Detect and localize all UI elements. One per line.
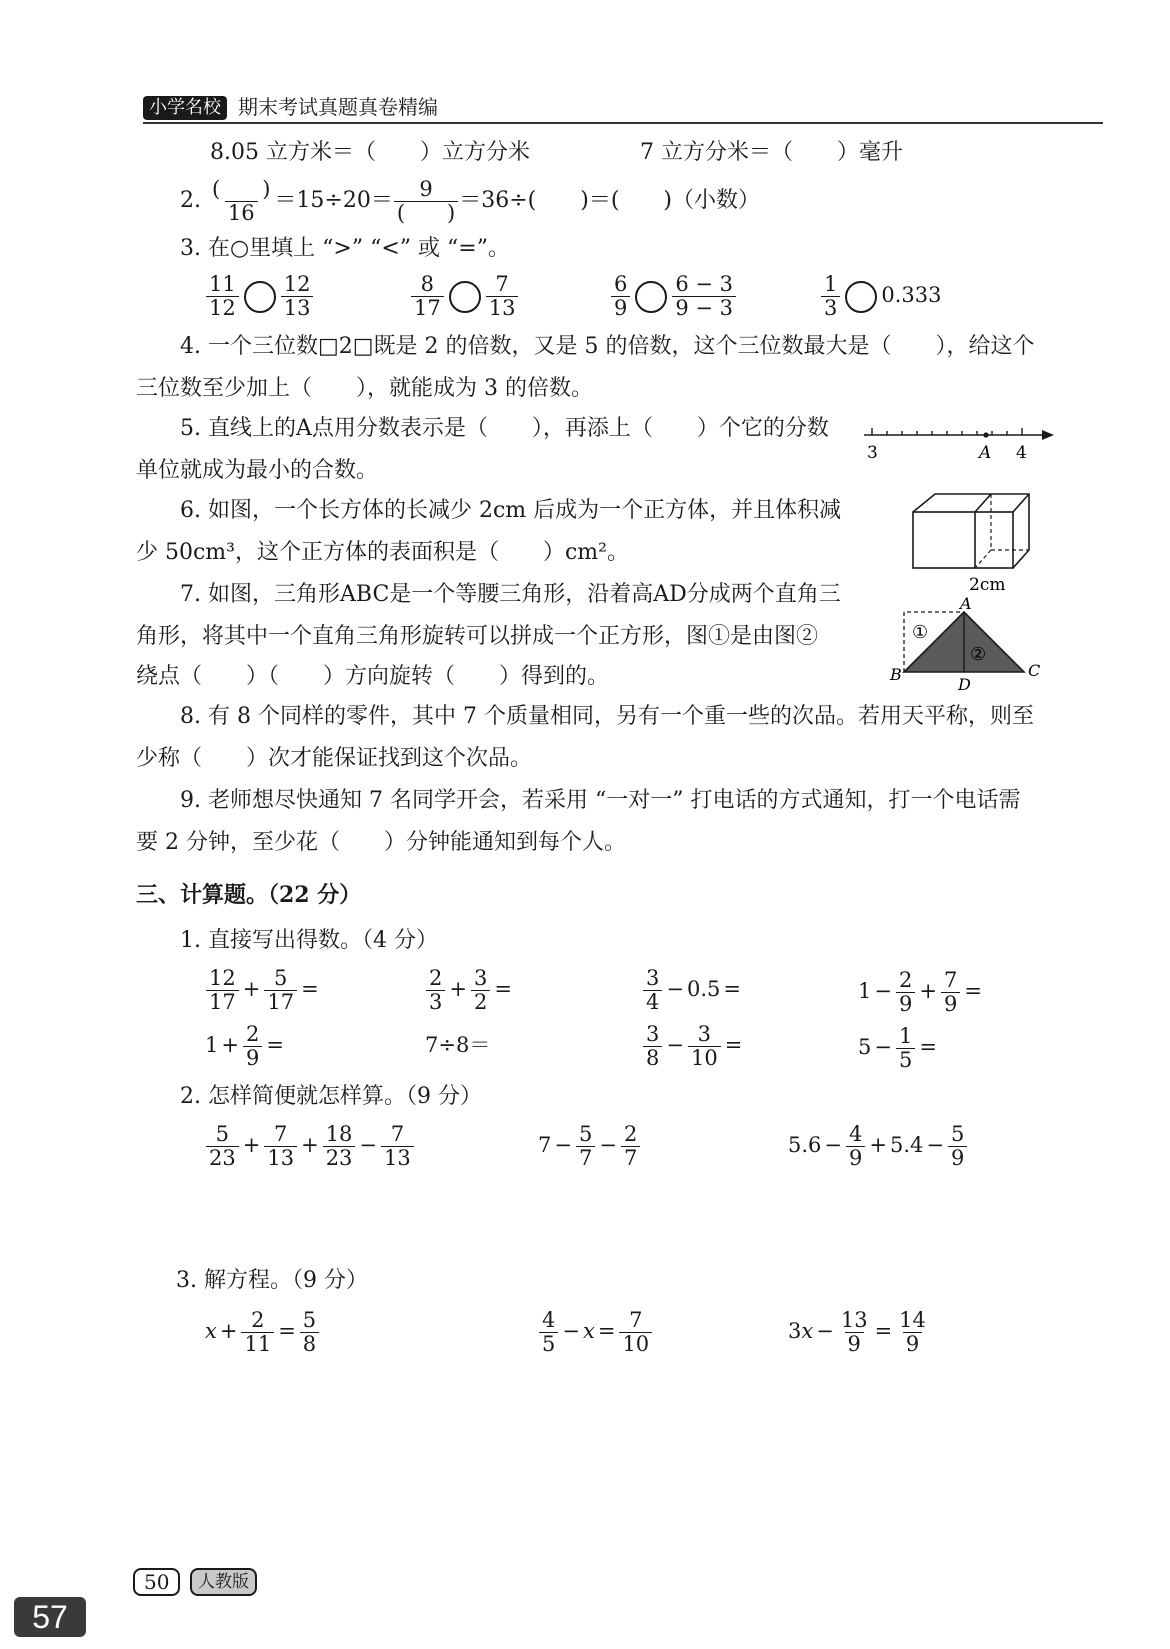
fraction bbox=[539, 1309, 558, 1356]
fraction bbox=[821, 273, 840, 320]
q5-line-2: 单位就成为最小的合数。 bbox=[136, 458, 379, 483]
vertex-b: B bbox=[890, 665, 902, 684]
q6-line-2: 少 50cm³，这个正方体的表面积是（ ）cm²。 bbox=[136, 540, 629, 565]
numerator: 2 bbox=[623, 1122, 638, 1146]
fraction bbox=[486, 273, 519, 320]
q9-line-2: 要 2 分钟，至少花（ ）分钟能通知到每个人。 bbox=[136, 830, 626, 855]
denominator: 9 bbox=[243, 1046, 262, 1070]
denominator: 10 bbox=[688, 1046, 721, 1070]
numerator: 6 bbox=[614, 272, 628, 296]
calc-1-1: $\frac{12}{17}$ + $\frac{5}{17}$ = bbox=[205, 964, 322, 1014]
numerator: 5 bbox=[215, 1122, 230, 1146]
fraction bbox=[300, 1309, 319, 1356]
axis-label-end: 4 bbox=[1016, 443, 1027, 463]
numerator: 2 bbox=[429, 966, 443, 990]
q2-f1-den: 16 bbox=[225, 201, 258, 225]
fraction bbox=[471, 967, 490, 1014]
denominator: 13 bbox=[264, 1146, 297, 1170]
equation-2: $\frac{4}{5}$ − x = $\frac{7}{10}$ bbox=[538, 1306, 653, 1356]
q3-item-3 bbox=[610, 270, 737, 320]
fraction bbox=[426, 967, 445, 1014]
numerator: 3 bbox=[697, 1022, 712, 1046]
triangle-figure bbox=[882, 596, 1052, 696]
region-2-label: ② bbox=[970, 644, 987, 665]
q2-f2-num: 9 bbox=[419, 176, 433, 201]
question-2 bbox=[180, 176, 760, 226]
axis-label-point: A bbox=[979, 443, 992, 463]
edition-badge: 人教版 bbox=[190, 1568, 257, 1596]
fraction bbox=[264, 967, 297, 1014]
q8-line-1: 8. 有 8 个同样的零件，其中 7 个质量相同，另有一个重一些的次品。若用天平称，则至 bbox=[180, 704, 1034, 729]
q4-line-1: 4. 一个三位数□2□既是 2 的倍数，又是 5 的倍数，这个三位数最大是（ ），给这个 bbox=[180, 334, 1035, 359]
q3-item-2 bbox=[410, 270, 519, 320]
fraction bbox=[243, 1023, 262, 1070]
q2-rest: ＝36÷( )＝( )（小数） bbox=[459, 188, 760, 213]
numerator: 7 bbox=[274, 1122, 288, 1146]
header-title: 期末考试真题真卷精编 bbox=[238, 95, 438, 119]
number-line-figure bbox=[858, 418, 1058, 464]
denominator: 4 bbox=[643, 990, 662, 1014]
denominator: 3 bbox=[426, 990, 445, 1014]
denominator: 13 bbox=[381, 1146, 414, 1170]
calc-1-8: 5 − $\frac{1}{5}$ = bbox=[858, 1024, 937, 1072]
fraction bbox=[838, 1309, 871, 1356]
fraction bbox=[206, 967, 239, 1014]
denominator: 17 bbox=[206, 990, 239, 1014]
fraction bbox=[206, 1123, 239, 1170]
numerator: 1 bbox=[898, 1024, 913, 1048]
numerator: 18 bbox=[325, 1122, 353, 1146]
q3-text: 3. 在○里填上 “>” “<” 或 “=”。 bbox=[180, 236, 510, 261]
q2-mid: ＝15÷20＝ bbox=[274, 188, 393, 213]
denominator: 13 bbox=[486, 296, 519, 320]
fraction bbox=[688, 1023, 721, 1070]
numerator: 7 bbox=[943, 968, 958, 992]
denominator: 5 bbox=[896, 1048, 915, 1072]
denominator: 7 bbox=[576, 1146, 595, 1170]
numerator: 2 bbox=[898, 968, 913, 992]
numerator: 14 bbox=[899, 1308, 926, 1332]
numerator: 5 bbox=[578, 1122, 593, 1146]
point-a-dot bbox=[983, 432, 988, 437]
denominator: 9 bbox=[611, 296, 630, 320]
numerator: 6 − 3 bbox=[675, 272, 734, 296]
cuboid-front-face bbox=[913, 512, 1013, 568]
denominator: 9 bbox=[846, 1146, 865, 1170]
cuboid-back-edges bbox=[913, 494, 1029, 568]
numerator: 1 bbox=[824, 272, 838, 296]
calc-1-6: 7÷8＝ bbox=[425, 1033, 491, 1057]
numerator: 3 bbox=[646, 1022, 660, 1046]
q2-number: 2. bbox=[180, 188, 201, 213]
calc-1-7: $\frac{3}{8}$ − $\frac{3}{10}$ = bbox=[642, 1020, 745, 1070]
fraction bbox=[411, 273, 444, 320]
denominator: 9 bbox=[896, 992, 915, 1016]
numerator: 5 bbox=[302, 1308, 317, 1332]
compare-circle[interactable] bbox=[244, 281, 276, 313]
numerator: 11 bbox=[209, 272, 236, 296]
denominator: 13 bbox=[281, 296, 314, 320]
denominator: 7 bbox=[621, 1146, 640, 1170]
q5-line-1: 5. 直线上的A点用分数表示是（ ），再添上（ ）个它的分数 bbox=[180, 416, 829, 441]
denominator: 23 bbox=[206, 1146, 239, 1170]
q2-f1-num: ( ) bbox=[212, 176, 271, 201]
fraction bbox=[672, 273, 736, 320]
denominator: 3 bbox=[821, 296, 840, 320]
numerator: 5 bbox=[951, 1122, 965, 1146]
compare-circle[interactable] bbox=[449, 281, 481, 313]
fraction bbox=[576, 1123, 595, 1170]
tick-marks bbox=[872, 428, 1022, 435]
arrow-head-icon bbox=[1042, 430, 1054, 440]
denominator: 17 bbox=[264, 990, 297, 1014]
fraction bbox=[948, 1123, 967, 1170]
numerator: 3 bbox=[646, 966, 660, 990]
dimension-label: 2cm bbox=[969, 575, 1006, 595]
fraction bbox=[619, 1309, 652, 1356]
region-1-label: ① bbox=[912, 622, 929, 643]
numerator: 7 bbox=[629, 1308, 643, 1332]
numerator: 4 bbox=[542, 1308, 556, 1332]
q6-line-1: 6. 如图，一个长方体的长减少 2cm 后成为一个正方体，并且体积减 bbox=[180, 498, 842, 523]
calc-2-3: 5.6 − $\frac{4}{9}$ + 5.4 − $\frac{5}{9}$ bbox=[788, 1120, 968, 1170]
fraction bbox=[381, 1123, 414, 1170]
denominator: 9 bbox=[941, 992, 960, 1016]
denominator: 9 − 3 bbox=[672, 296, 736, 320]
compare-circle[interactable] bbox=[845, 281, 877, 313]
numerator: 13 bbox=[840, 1308, 868, 1332]
decimal-value: 0.333 bbox=[881, 283, 942, 307]
fraction bbox=[621, 1123, 640, 1170]
section-3-part-3: 3. 解方程。（9 分） bbox=[176, 1268, 368, 1293]
q4-line-2: 三位数至少加上（ ），就能成为 3 的倍数。 bbox=[136, 376, 593, 401]
compare-circle[interactable] bbox=[635, 281, 667, 313]
fraction bbox=[206, 273, 239, 320]
denominator: 9 bbox=[903, 1332, 922, 1356]
denominator: 9 bbox=[948, 1146, 967, 1170]
numerator: 2 bbox=[251, 1308, 265, 1332]
vertex-a: A bbox=[960, 596, 972, 613]
denominator: 17 bbox=[411, 296, 444, 320]
q3-item-4 bbox=[820, 270, 942, 320]
numerator: 8 bbox=[420, 272, 435, 296]
fraction bbox=[643, 1023, 662, 1070]
fraction bbox=[896, 969, 915, 1016]
q7-line-2: 角形，将其中一个直角三角形旋转可以拼成一个正方形，图①是由图② bbox=[136, 624, 819, 649]
axis-label-start: 3 bbox=[867, 443, 878, 463]
fraction bbox=[941, 969, 960, 1016]
numerator: 5 bbox=[274, 966, 288, 990]
vertex-d: D bbox=[958, 675, 971, 694]
equation-3: 3x − $\frac{13}{9}$ = $\frac{14}{9}$ bbox=[788, 1306, 930, 1356]
denominator: 23 bbox=[323, 1146, 356, 1170]
q7-line-3: 绕点（ ）（ ）方向旋转（ ）得到的。 bbox=[136, 664, 610, 689]
denominator: 2 bbox=[471, 990, 490, 1014]
fraction bbox=[264, 1123, 297, 1170]
denominator: 8 bbox=[643, 1046, 662, 1070]
fraction bbox=[611, 273, 630, 320]
numerator: 12 bbox=[283, 272, 311, 296]
numerator: 7 bbox=[390, 1122, 405, 1146]
q9-line-1: 9. 老师想尽快通知 7 名同学开会，若采用 “一对一” 打电话的方式通知，打一个电话需 bbox=[180, 788, 1021, 813]
calc-2-1: $\frac{5}{23}$ + $\frac{7}{13}$ + $\frac{18}{23}$ − $\frac{7}{13}$ bbox=[205, 1120, 415, 1170]
fraction bbox=[846, 1123, 865, 1170]
section-3-title: 三、计算题。（22 分） bbox=[136, 882, 362, 908]
cuboid-figure bbox=[905, 488, 1035, 598]
denominator: 8 bbox=[300, 1332, 319, 1356]
calc-1-5: 1 + $\frac{2}{9}$ = bbox=[205, 1022, 284, 1070]
fraction bbox=[241, 1309, 274, 1356]
equation-1: x + $\frac{2}{11}$ = $\frac{5}{8}$ bbox=[205, 1306, 320, 1356]
numerator: 7 bbox=[495, 272, 509, 296]
vertex-c: C bbox=[1028, 661, 1041, 680]
q2-fraction-1 bbox=[209, 178, 273, 225]
page-tab: 57 bbox=[14, 1597, 86, 1637]
page-number: 50 bbox=[133, 1568, 180, 1596]
fraction bbox=[323, 1123, 356, 1170]
denominator: 12 bbox=[206, 296, 239, 320]
fraction bbox=[281, 273, 314, 320]
header-badge: 小学名校 bbox=[143, 96, 227, 120]
fraction bbox=[643, 967, 662, 1014]
q3-item-1 bbox=[205, 270, 314, 320]
numerator: 4 bbox=[849, 1122, 863, 1146]
denominator: 10 bbox=[619, 1332, 652, 1356]
calc-2-2: 7 − $\frac{5}{7}$ − $\frac{2}{7}$ bbox=[538, 1120, 641, 1170]
numerator: 3 bbox=[473, 966, 488, 990]
section-3-part-2: 2. 怎样简便就怎样算。（9 分） bbox=[180, 1084, 482, 1109]
section-3-part-1: 1. 直接写出得数。（4 分） bbox=[180, 928, 438, 953]
numerator: 12 bbox=[209, 966, 236, 990]
calc-1-4: 1 − $\frac{2}{9}$ + $\frac{7}{9}$ = bbox=[858, 968, 982, 1016]
denominator: 11 bbox=[241, 1332, 274, 1356]
denominator: 5 bbox=[539, 1332, 558, 1356]
header-rule bbox=[143, 122, 1103, 124]
fraction bbox=[896, 1309, 929, 1356]
q2-fraction-2 bbox=[394, 178, 458, 225]
calc-1-2: $\frac{2}{3}$ + $\frac{3}{2}$ = bbox=[425, 964, 515, 1014]
q1-line-b: 7 立方分米＝（ ）毫升 bbox=[640, 140, 903, 165]
q8-line-2: 少称（ ）次才能保证找到这个次品。 bbox=[136, 746, 533, 771]
calc-1-3: $\frac{3}{4}$ − 0.5 = bbox=[642, 964, 744, 1014]
denominator: 9 bbox=[845, 1332, 864, 1356]
q1-line-a: 8.05 立方米＝（ ）立方分米 bbox=[210, 140, 530, 165]
q2-f2-den: ( ) bbox=[394, 201, 458, 225]
numerator: 2 bbox=[245, 1022, 260, 1046]
q7-line-1: 7. 如图，三角形ABC是一个等腰三角形，沿着高AD分成两个直角三 bbox=[180, 582, 841, 607]
fraction bbox=[896, 1025, 915, 1072]
